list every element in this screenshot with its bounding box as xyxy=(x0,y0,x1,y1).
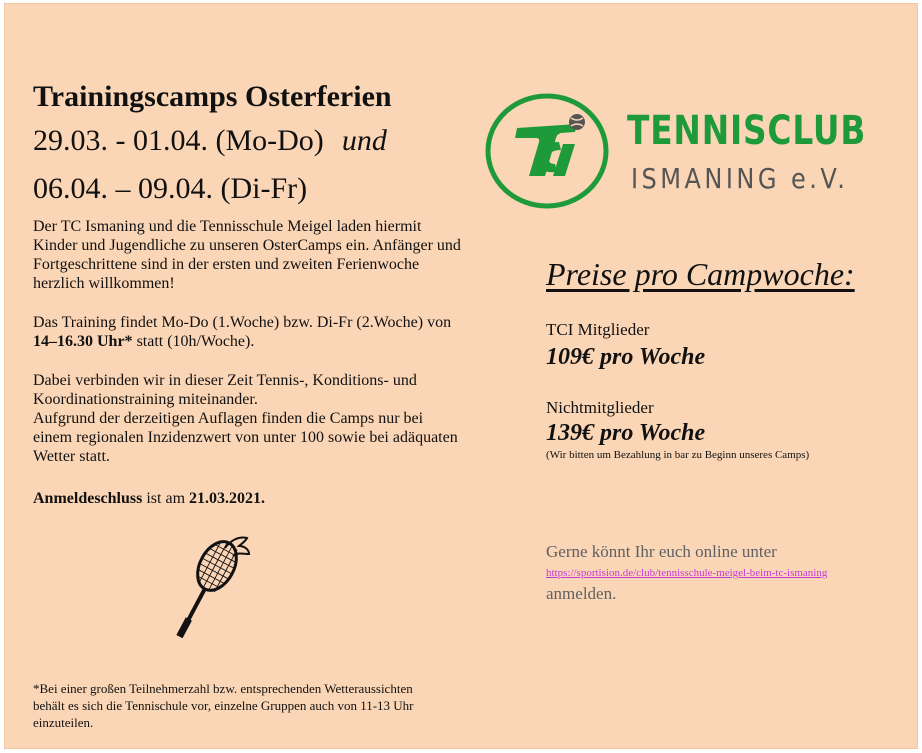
prices-heading: Preise pro Campwoche: xyxy=(546,256,855,292)
flyer xyxy=(4,3,918,749)
deadline-date: 21.03.2021. xyxy=(189,490,266,507)
club-name-line-2: ISMANING e.V. xyxy=(631,162,849,195)
payment-note: (Wir bitten um Bezahlung in bar zu Beginn unseres Camps) xyxy=(546,449,810,461)
dates-week-2: 06.04. – 09.04. (Di-Fr) xyxy=(33,172,308,205)
training-time: 14–16.30 Uhr* xyxy=(33,333,133,350)
club-name-line-1: TENNISCLUB xyxy=(627,108,867,154)
und-connector: und xyxy=(341,124,387,157)
details-text xyxy=(33,371,463,466)
training-post: statt (10h/Woche). xyxy=(132,333,255,350)
member-price: 109€ pro Woche xyxy=(546,344,706,370)
registration-suffix: anmelden. xyxy=(546,584,617,603)
tennis-racket-icon xyxy=(165,534,255,652)
deadline-text xyxy=(33,489,463,508)
page-title: Trainingscamps Osterferien xyxy=(33,80,392,113)
member-label: TCI Mitglieder xyxy=(546,320,650,339)
intro-text: Der TC Ismaning und die Tennisschule Meigel laden hiermit Kinder und Jugendliche zu unseren OsterCamps ein. Anfänger und Fortgeschrittene sind in der ersten und zweiten Ferienwoche herzlich willkommen! xyxy=(33,218,461,292)
nonmember-label: Nichtmitglieder xyxy=(546,398,654,417)
training-pre: Das Training findet Mo-Do (1.Woche) bzw. Di-Fr (2.Woche) von xyxy=(33,314,452,331)
nonmember-price: 139€ pro Woche xyxy=(546,420,706,446)
details-line-1: Dabei verbinden wir in dieser Zeit Tennis-, Konditions- und Koordinationstraining miteinander. xyxy=(33,372,417,408)
tennisclub-logo-icon xyxy=(483,92,611,210)
dates-week-1 xyxy=(33,124,387,158)
dates-week-1-text: 29.03. - 01.04. (Mo-Do) xyxy=(33,124,324,157)
footnote: *Bei einer großen Teilnehmerzahl bzw. entsprechenden Wetteraussichten behält es sich die Tennischule vor, einzelne Gruppen auch von 11-13 Uhr einzuteilen. xyxy=(33,681,414,730)
details-line-2: Aufgrund der derzeitigen Auflagen finden die Camps nur bei einem regionalen Inzidenzwert von unter 100 sowie bei adäquaten Wetter statt. xyxy=(33,410,458,465)
registration-link[interactable]: https://sportision.de/club/tennisschule-meigel-beim-tc-ismaning xyxy=(546,567,828,579)
deadline-mid: ist am xyxy=(142,490,190,507)
registration-text: Gerne könnt Ihr euch online unter xyxy=(546,542,777,561)
training-text xyxy=(33,313,463,351)
deadline-label: Anmeldeschluss xyxy=(33,490,143,507)
